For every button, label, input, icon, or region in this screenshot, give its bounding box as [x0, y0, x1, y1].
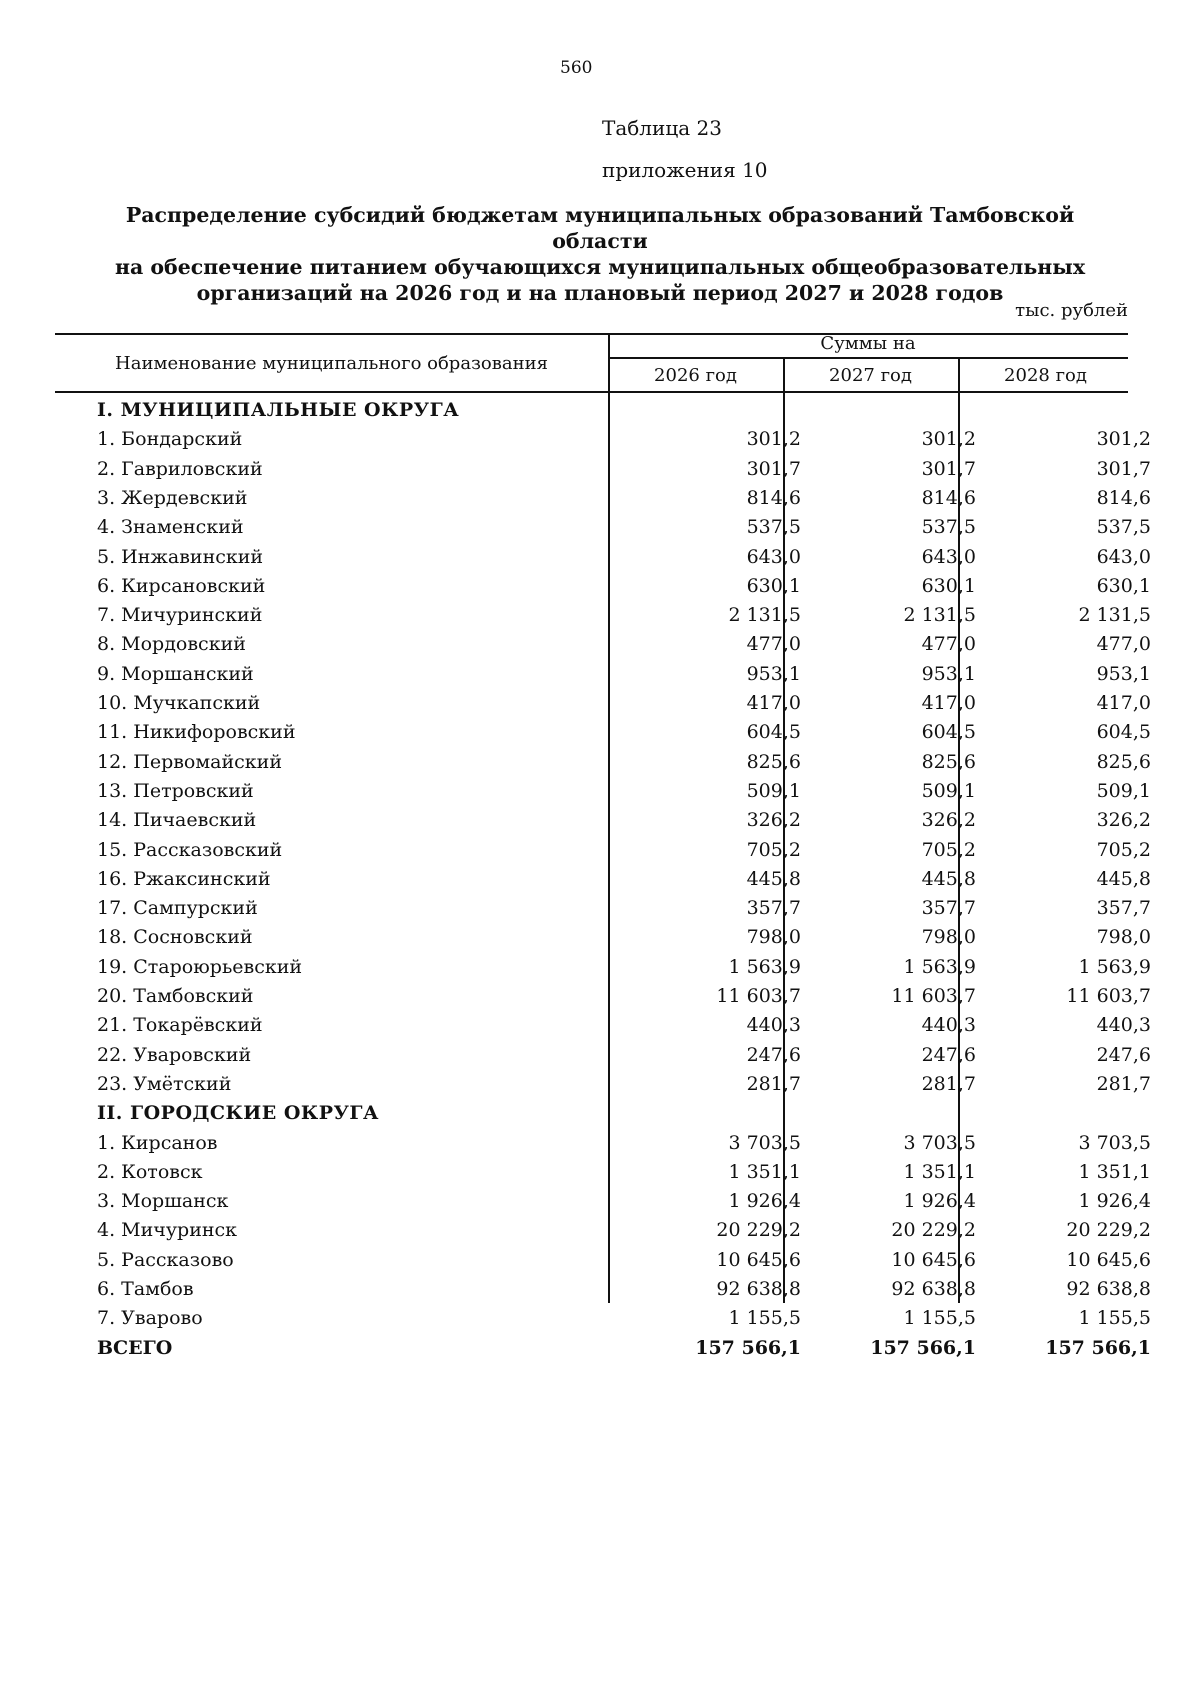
- amount-2026: 1 563,9: [728, 955, 801, 978]
- table-row: [55, 776, 1151, 805]
- municipality-name: 8. Мордовский: [97, 633, 246, 656]
- header-bottom-border: [55, 391, 1128, 393]
- municipality-name: 4. Знаменский: [97, 516, 244, 539]
- table-row: [55, 688, 1151, 717]
- title-line-3: организаций на 2026 год и на плановый период 2027 и 2028 годов: [196, 281, 1004, 305]
- amount-2028: 10 645,6: [1066, 1248, 1151, 1271]
- header-year-2027: 2027 год: [829, 365, 912, 386]
- amount-2026: 417,0: [746, 692, 801, 714]
- municipality-name: 20. Тамбовский: [97, 985, 254, 1007]
- table-row: [55, 1157, 1151, 1186]
- amount-2028: 630,1: [1096, 574, 1151, 597]
- amount-2027: 326,2: [921, 809, 976, 832]
- municipality-name: 22. Уваровский: [97, 1043, 252, 1066]
- amount-2028: 537,5: [1096, 516, 1151, 539]
- municipality-name: 1. Бондарский: [97, 428, 243, 451]
- amount-2027: 357,7: [921, 897, 976, 920]
- amount-2027: 2 131,5: [903, 604, 976, 627]
- amount-2028: 445,8: [1096, 867, 1151, 890]
- municipality-name: 23. Умётский: [97, 1072, 232, 1095]
- amount-2026: 825,6: [746, 750, 801, 773]
- amount-2027: 445,8: [921, 867, 976, 890]
- amount-2027: 604,5: [921, 721, 976, 744]
- table-row: [55, 600, 1151, 629]
- amount-2028: 798,0: [1096, 926, 1151, 949]
- amount-2026: 3 703,5: [728, 1131, 801, 1154]
- table-row: [55, 1215, 1151, 1244]
- section-heading-row: [55, 395, 1128, 424]
- municipality-name: 6. Тамбов: [97, 1278, 194, 1300]
- amount-2026: 20 229,2: [716, 1219, 801, 1242]
- amount-2028: 705,2: [1096, 838, 1151, 861]
- total-row: [55, 1333, 1151, 1362]
- amount-2027: 477,0: [921, 633, 976, 656]
- amount-2026: 798,0: [746, 926, 801, 949]
- municipality-name: 3. Моршанск: [97, 1190, 229, 1213]
- amount-2027: 157 566,1: [870, 1336, 976, 1359]
- table-row: [55, 1128, 1151, 1157]
- municipality-name: 2. Гавриловский: [97, 457, 263, 480]
- amount-2028: 814,6: [1096, 486, 1151, 509]
- municipality-name: II. ГОРОДСКИЕ ОКРУГА: [97, 1102, 379, 1125]
- amount-2028: 92 638,8: [1066, 1278, 1151, 1300]
- municipality-name: 14. Пичаевский: [97, 809, 257, 832]
- amount-2028: 157 566,1: [1045, 1336, 1151, 1359]
- header-name-column: Наименование муниципального образования: [115, 353, 548, 374]
- amount-2027: 705,2: [921, 838, 976, 861]
- amount-2026: 10 645,6: [716, 1248, 801, 1271]
- title-line-2: на обеспечение питанием обучающихся муниципальных общеобразовательных: [114, 255, 1086, 279]
- municipality-name: 16. Ржаксинский: [97, 867, 271, 890]
- municipality-name: 5. Инжавинский: [97, 545, 264, 568]
- amount-2027: 537,5: [921, 516, 976, 539]
- amount-2026: 301,2: [746, 428, 801, 451]
- table-number: Таблица 23: [602, 116, 722, 140]
- amount-2026: 477,0: [746, 633, 801, 656]
- municipality-name: 1. Кирсанов: [97, 1131, 218, 1154]
- municipality-name: 5. Рассказово: [97, 1248, 234, 1271]
- table-row: [55, 717, 1151, 746]
- amount-2026: 630,1: [746, 574, 801, 597]
- table-row: [55, 893, 1151, 922]
- table-row: [55, 1069, 1151, 1098]
- municipality-name: 7. Уварово: [97, 1307, 203, 1330]
- municipality-name: 12. Первомайский: [97, 750, 282, 773]
- amount-2026: 11 603,7: [716, 985, 801, 1007]
- table-row: [55, 747, 1151, 776]
- amount-2027: 814,6: [921, 486, 976, 509]
- municipality-name: 13. Петровский: [97, 779, 254, 802]
- amount-2028: 301,2: [1096, 428, 1151, 451]
- amount-2027: 1 926,4: [903, 1190, 976, 1213]
- amount-2028: 326,2: [1096, 809, 1151, 832]
- municipality-name: 3. Жердевский: [97, 486, 248, 509]
- municipality-name: ВСЕГО: [97, 1336, 173, 1359]
- municipality-name: 11. Никифоровский: [97, 721, 296, 744]
- page-number: 560: [560, 58, 593, 78]
- amount-2026: 643,0: [746, 545, 801, 568]
- table-row: [55, 805, 1151, 834]
- municipality-name: 21. Токарёвский: [97, 1014, 263, 1037]
- amount-2027: 1 351,1: [903, 1160, 976, 1183]
- amount-2028: 2 131,5: [1078, 604, 1151, 627]
- municipality-name: 15. Рассказовский: [97, 838, 283, 861]
- amount-2028: 357,7: [1096, 897, 1151, 920]
- amount-2027: 281,7: [921, 1072, 976, 1095]
- header-year-2026: 2026 год: [654, 365, 737, 386]
- amount-2027: 630,1: [921, 574, 976, 597]
- table-row: [55, 542, 1151, 571]
- amount-2026: 537,5: [746, 516, 801, 539]
- header-sums-underline: [608, 357, 1128, 359]
- amount-2028: 301,7: [1096, 457, 1151, 480]
- table-row: [55, 424, 1151, 453]
- amount-2028: 3 703,5: [1078, 1131, 1151, 1154]
- municipality-name: 9. Моршанский: [97, 662, 254, 685]
- table-row: [55, 835, 1151, 864]
- amount-2027: 10 645,6: [891, 1248, 976, 1271]
- amount-2028: 1 926,4: [1078, 1190, 1151, 1213]
- table-row: [55, 864, 1151, 893]
- amount-2028: 643,0: [1096, 545, 1151, 568]
- amount-2028: 281,7: [1096, 1072, 1151, 1095]
- amount-2027: 3 703,5: [903, 1131, 976, 1154]
- amount-2027: 11 603,7: [891, 985, 976, 1007]
- header-sums: Суммы на: [820, 333, 916, 354]
- table-row: [55, 1010, 1151, 1039]
- amount-2026: 157 566,1: [695, 1336, 801, 1359]
- amount-2026: 445,8: [746, 867, 801, 890]
- amount-2028: 417,0: [1096, 692, 1151, 714]
- amount-2027: 301,2: [921, 428, 976, 451]
- header-year-2028: 2028 год: [1004, 365, 1087, 386]
- amount-2026: 92 638,8: [716, 1278, 801, 1300]
- amount-2026: 301,7: [746, 457, 801, 480]
- amount-2028: 1 563,9: [1078, 955, 1151, 978]
- amount-2028: 247,6: [1096, 1043, 1151, 1066]
- amount-2028: 1 351,1: [1078, 1160, 1151, 1183]
- municipality-name: 18. Сосновский: [97, 926, 253, 949]
- table-row: [55, 1040, 1151, 1069]
- amount-2028: 1 155,5: [1078, 1307, 1151, 1330]
- amount-2027: 643,0: [921, 545, 976, 568]
- amount-2028: 825,6: [1096, 750, 1151, 773]
- municipality-name: 7. Мичуринский: [97, 604, 263, 627]
- amount-2026: 509,1: [746, 779, 801, 802]
- municipality-name: 17. Сампурский: [97, 897, 258, 920]
- amount-2026: 953,1: [746, 662, 801, 685]
- appendix-label: приложения 10: [602, 158, 768, 182]
- amount-2026: 1 155,5: [728, 1307, 801, 1330]
- amount-2027: 417,0: [921, 692, 976, 714]
- amount-2026: 281,7: [746, 1072, 801, 1095]
- table-row: [55, 952, 1151, 981]
- amount-2026: 1 926,4: [728, 1190, 801, 1213]
- table-row: [55, 1186, 1151, 1215]
- amount-2027: 1 563,9: [903, 955, 976, 978]
- table-row: [55, 981, 1151, 1010]
- table-row: [55, 512, 1151, 541]
- amount-2026: 814,6: [746, 486, 801, 509]
- amount-2027: 953,1: [921, 662, 976, 685]
- amount-2026: 705,2: [746, 838, 801, 861]
- municipality-name: 19. Староюрьевский: [97, 955, 303, 978]
- amount-2028: 20 229,2: [1066, 1219, 1151, 1242]
- amount-2027: 92 638,8: [891, 1278, 976, 1300]
- amount-2026: 247,6: [746, 1043, 801, 1066]
- amount-2028: 509,1: [1096, 779, 1151, 802]
- table-row: [55, 1245, 1151, 1274]
- amount-2026: 604,5: [746, 721, 801, 744]
- amount-2027: 247,6: [921, 1043, 976, 1066]
- table-row: [55, 659, 1151, 688]
- amount-2026: 2 131,5: [728, 604, 801, 627]
- amount-2027: 20 229,2: [891, 1219, 976, 1242]
- units-label: тыс. рублей: [1015, 300, 1128, 321]
- municipality-name: 6. Кирсановский: [97, 574, 266, 597]
- amount-2026: 440,3: [746, 1014, 801, 1037]
- table-row: [55, 454, 1151, 483]
- amount-2028: 11 603,7: [1066, 985, 1151, 1007]
- amount-2028: 440,3: [1096, 1014, 1151, 1037]
- municipality-name: 10. Мучкапский: [97, 692, 261, 714]
- amount-2026: 1 351,1: [728, 1160, 801, 1183]
- title-line-1: Распределение субсидий бюджетам муниципальных образований Тамбовской области: [125, 203, 1075, 253]
- table-row: [55, 1303, 1151, 1332]
- municipality-name: I. МУНИЦИПАЛЬНЫЕ ОКРУГА: [97, 399, 460, 421]
- table-row: [55, 922, 1151, 951]
- amount-2027: 509,1: [921, 779, 976, 802]
- amount-2027: 825,6: [921, 750, 976, 773]
- table-row: [55, 629, 1151, 658]
- amount-2028: 953,1: [1096, 662, 1151, 685]
- amount-2026: 326,2: [746, 809, 801, 832]
- amount-2027: 798,0: [921, 926, 976, 949]
- municipality-name: 2. Котовск: [97, 1160, 203, 1183]
- table-row: [55, 483, 1151, 512]
- municipality-name: 4. Мичуринск: [97, 1219, 238, 1242]
- amount-2027: 1 155,5: [903, 1307, 976, 1330]
- amount-2028: 477,0: [1096, 633, 1151, 656]
- amount-2028: 604,5: [1096, 721, 1151, 744]
- document-title: [80, 202, 1120, 306]
- section-heading-row: [55, 1098, 1128, 1127]
- amount-2026: 357,7: [746, 897, 801, 920]
- amount-2027: 440,3: [921, 1014, 976, 1037]
- table-row: [55, 1274, 1151, 1303]
- amount-2027: 301,7: [921, 457, 976, 480]
- table-row: [55, 571, 1151, 600]
